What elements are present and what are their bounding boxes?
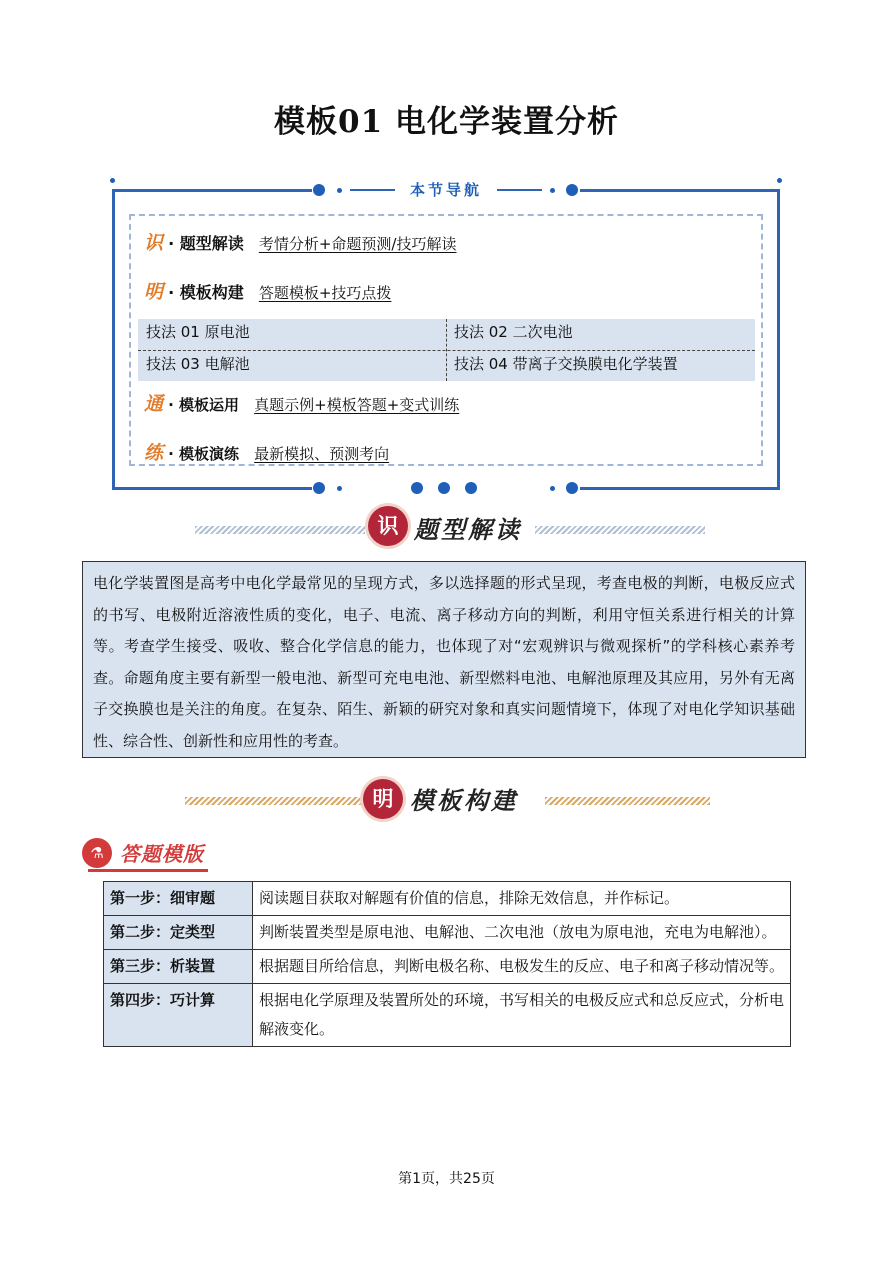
- nav-dot: [313, 482, 325, 494]
- section-title: 模板构建: [410, 786, 518, 815]
- nav-dot: [465, 482, 477, 494]
- steps-table: [103, 881, 791, 1047]
- nav-dot: [313, 184, 325, 196]
- nav-bottom-border-right: [580, 487, 780, 490]
- section-decor-bar: [545, 797, 710, 805]
- technique-02[interactable]: 技法 02 二次电池: [454, 323, 573, 341]
- table-row: [104, 916, 791, 950]
- nav-item-template-build[interactable]: [144, 277, 391, 304]
- nav-item-text: 考情分析+命题预测/技巧解读: [258, 235, 457, 253]
- step-name: 第一步：细审题: [104, 882, 253, 916]
- nav-title: 本节导航: [396, 179, 496, 200]
- nav-dot: [566, 184, 578, 196]
- section-decor-bar: [195, 526, 365, 534]
- table-row: [104, 984, 791, 1047]
- technique-03[interactable]: 技法 03 电解池: [146, 355, 250, 373]
- answer-template-underline: [88, 869, 208, 872]
- nav-dot: [438, 482, 450, 494]
- technique-04[interactable]: 技法 04 带离子交换膜电化学装置: [454, 355, 678, 373]
- step-name: 第三步：析装置: [104, 950, 253, 984]
- intro-paragraph: 电化学装置图是高考中电化学最常见的呈现方式，多以选择题的形式呈现，考查电极的判断，电极反应式的书写、电极附近溶液性质的变化，电子、电流、离子移动方向的判断，利用守恒关系进行相关的计算等。考查学生接受、吸收、整合化学信息的能力，也体现了对“宏观辨识与微观探析”的学科核心素养考查。命题角度主要有新型一般电池、新型可充电电池、新型燃料电池、电解池原理及其应用，另外有无离子交换膜也是关注的角度。在复杂、陌生、新颖的研究对象和真实问题情境下，体现了对电化学知识基础性、综合性、创新性和应用性的考查。: [82, 561, 806, 758]
- nav-item-label: · 模板演练: [168, 445, 240, 463]
- nav-item-char: 明: [144, 281, 164, 303]
- step-name: 第四步：巧计算: [104, 984, 253, 1047]
- nav-small-dot: [337, 188, 342, 193]
- nav-item-label: · 模板构建: [168, 283, 244, 302]
- page-footer: 第1页，共25页: [398, 1171, 495, 1187]
- nav-dot: [411, 482, 423, 494]
- nav-item-question-type[interactable]: [144, 228, 456, 255]
- step-description: 根据题目所给信息，判断电极名称、电极发生的反应、电子和离子移动情况等。: [253, 950, 791, 984]
- step-name: 第二步：定类型: [104, 916, 253, 950]
- nav-item-char: 通: [144, 393, 164, 415]
- step-description: 根据电化学原理及装置所处的环境，书写相关的电极反应式和总反应式，分析电解液变化。: [253, 984, 791, 1047]
- nav-top-border-left: [112, 189, 312, 192]
- nav-item-text: 答题模板+技巧点拨: [258, 284, 392, 302]
- nav-title-line-left: [350, 189, 395, 191]
- nav-small-dot: [550, 188, 555, 193]
- answer-template-label: 答题模版: [120, 842, 204, 866]
- nav-item-char: 练: [144, 442, 164, 464]
- nav-dot: [566, 482, 578, 494]
- nav-small-dot: [550, 486, 555, 491]
- section-decor-bar: [185, 797, 363, 805]
- nav-small-dot: [337, 486, 342, 491]
- technique-01[interactable]: 技法 01 原电池: [146, 323, 250, 341]
- nav-item-text: 最新模拟、预测考向: [254, 445, 390, 463]
- nav-item-text: 真题示例+模板答题+变式训练: [254, 396, 460, 414]
- nav-corner-dot: [777, 178, 782, 183]
- section-badge: 识: [368, 506, 408, 546]
- nav-bottom-border-left: [112, 487, 312, 490]
- techniques-divider: [446, 319, 447, 381]
- nav-title-line-right: [497, 189, 542, 191]
- section-badge: 明: [363, 779, 403, 819]
- table-row: [104, 950, 791, 984]
- step-description: 判断装置类型是原电池、电解池、二次电池（放电为原电池，充电为电解池）。: [253, 916, 791, 950]
- section-decor-bar: [535, 526, 705, 534]
- nav-item-char: 识: [144, 232, 164, 254]
- nav-item-template-practice[interactable]: [144, 438, 389, 465]
- flask-icon: ⚗: [90, 844, 104, 862]
- section-title: 题型解读: [414, 515, 522, 544]
- nav-item-template-apply[interactable]: [144, 389, 459, 416]
- nav-corner-dot: [110, 178, 115, 183]
- nav-top-border-right: [580, 189, 780, 192]
- nav-item-label: · 模板运用: [168, 396, 240, 414]
- page-title: 模板01 电化学装置分析: [274, 104, 619, 140]
- step-description: 阅读题目获取对解题有价值的信息，排除无效信息，并作标记。: [253, 882, 791, 916]
- table-row: [104, 882, 791, 916]
- nav-item-label: · 题型解读: [168, 234, 244, 253]
